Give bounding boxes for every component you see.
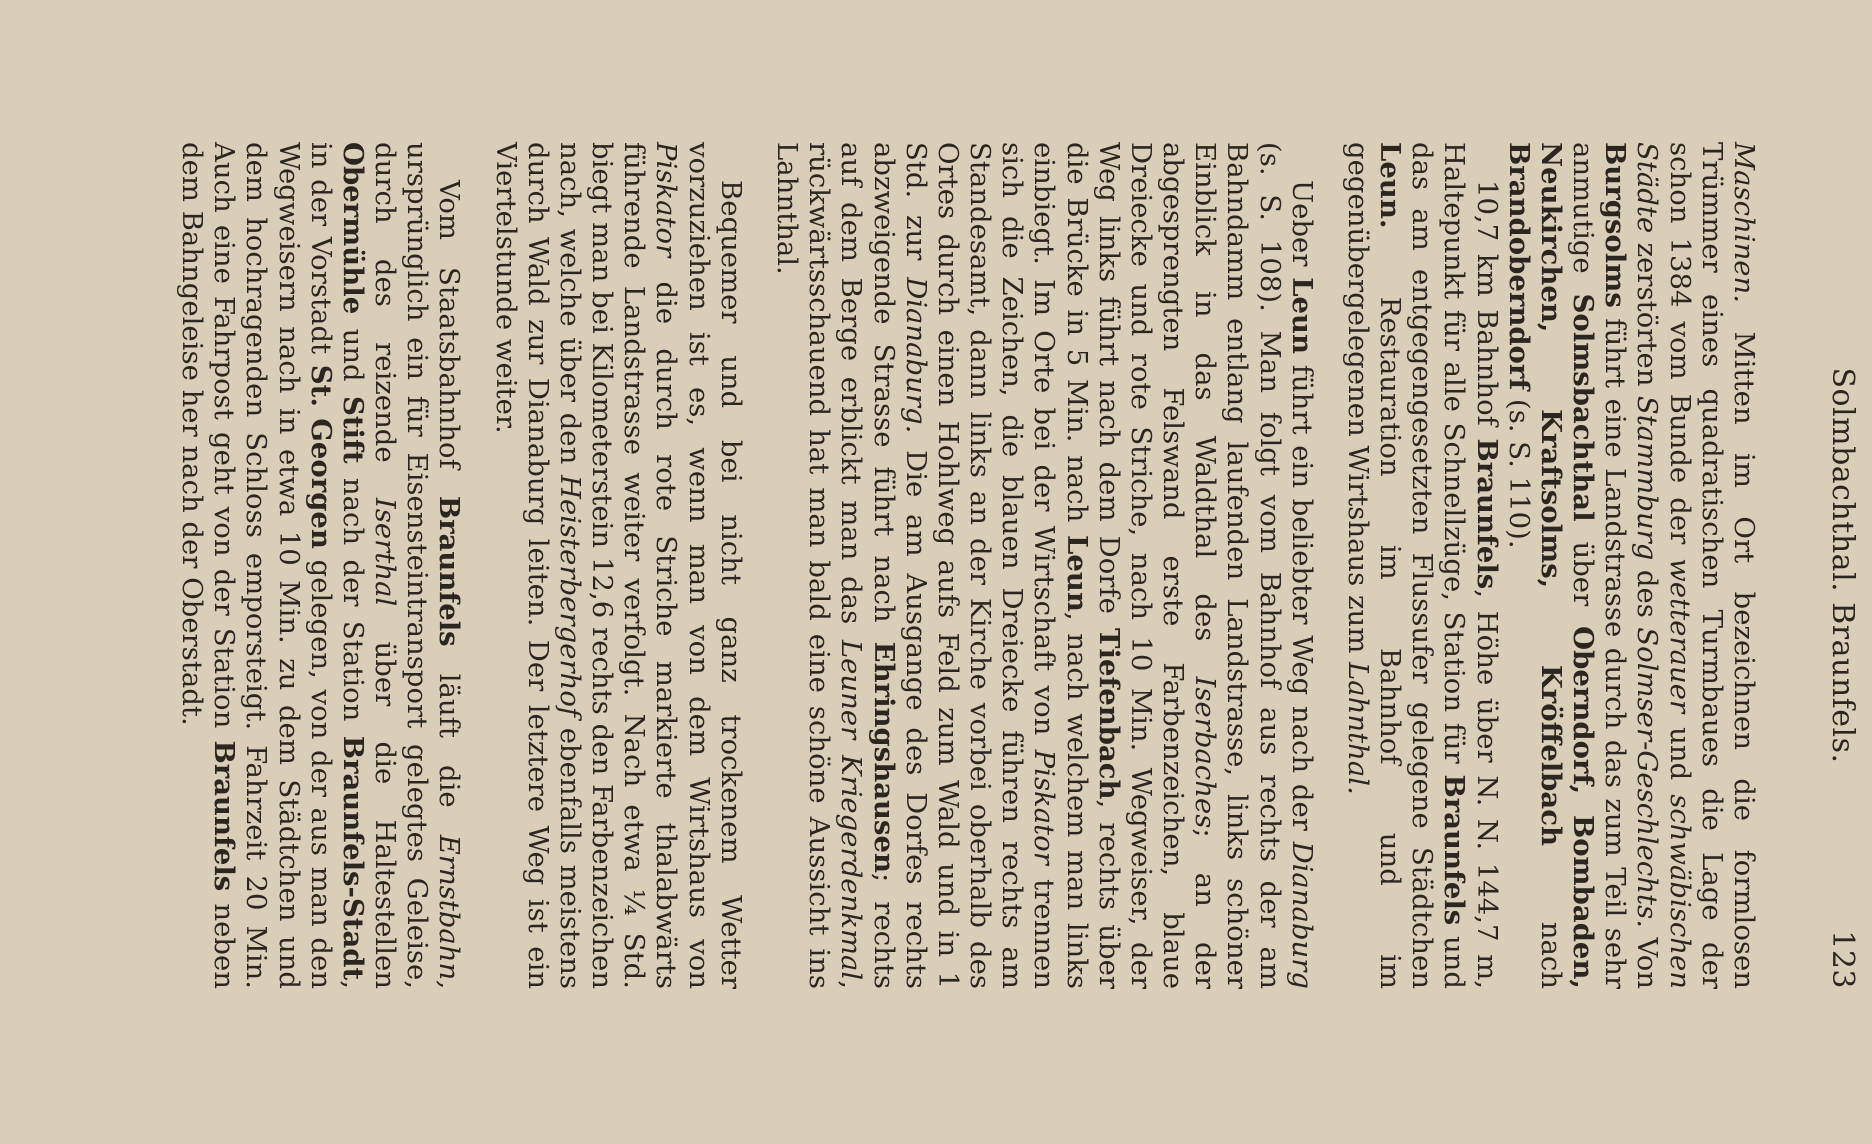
text-run: neben dem Bahngeleise her nach der Oberstadt. — [176, 142, 241, 989]
bold-place-name: Burgsolms — [1599, 142, 1632, 308]
text-run: führt ein beliebter Weg nach der — [1285, 354, 1318, 842]
text-run: , nach welchem man links einbiegt. Im Orte bei der Wirtschaft von — [1028, 142, 1093, 990]
text-run: trennen sich die Zeichen, die blauen Dreiecke führen rechts am Standesamt, dann links an der Kirche vorbei oberhalb des Ortes durch einen Hohlweg aufs Feld zum Wald und in 1 Std. zur — [899, 142, 1061, 989]
text-run: nach — [1534, 845, 1567, 990]
italic-term: Iserbaches — [1189, 676, 1222, 829]
text-run: , rückwärtsschauend hat man bald eine schöne Aussicht ins Lahnthal. — [771, 142, 868, 989]
italic-term: Lahnthal. — [1341, 662, 1374, 795]
text-run: Ueber — [1285, 180, 1318, 278]
text-run: Von — [1631, 927, 1664, 989]
paragraph — [771, 142, 1318, 989]
italic-term: Dianaburg — [1285, 841, 1318, 990]
italic-term: Maschinen. — [1728, 142, 1760, 304]
text-run: und das am entgegengesetzten Flussufer gelegene Städtchen — [1406, 142, 1471, 989]
bold-place-name: St. Georgen — [304, 364, 337, 549]
text-run: , in der Vorstadt — [304, 142, 369, 989]
text-run: des — [1631, 560, 1664, 628]
paragraph — [489, 142, 746, 989]
text-run: ; rechts auf dem Berge erblickt man das — [835, 142, 900, 990]
italic-term: Ernstbahn, — [433, 834, 466, 989]
text-run: Mitten im Ort bezeichnen die formlosen Trümmer eines quadratischen Turmbaues die Lage der schon 1384 vom Bunde der — [1663, 142, 1760, 989]
text-run: Vom Staatsbahnhof — [433, 180, 466, 496]
text-run: und — [336, 314, 369, 396]
page-number: 123 — [1825, 930, 1860, 989]
italic-term: Solmser-Geschlechts. — [1631, 627, 1664, 928]
text-run: Bequemer und bei nicht ganz trockenem Wetter vorzuziehen ist es, wenn man von dem Wirtshaus von — [682, 142, 747, 989]
text-run: und — [1663, 713, 1696, 795]
italic-term: Dianaburg. — [899, 277, 932, 434]
bold-place-name: Solmsbachthal — [1567, 293, 1600, 522]
italic-term: Piskator — [650, 142, 683, 258]
text-run: die durch rote Striche markierte thalabwärts führende Landstrasse weiter verfolgt. Nach etwa ¼ Std. biegt man bei Kilometerstein 12,6 rechts den Farbenzeichen nach, welche über den — [553, 142, 683, 989]
bold-place-name: Braunfels-Stadt — [336, 735, 369, 981]
italic-term: Leuner Kriegerdenkmal — [835, 639, 868, 981]
bold-place-name: Stift — [336, 396, 369, 464]
bold-place-name: Braunfels — [1438, 774, 1471, 926]
text-run: führt eine Landstrasse durch das zum Teil sehr anmutige — [1567, 142, 1632, 989]
italic-term: Iserthal — [369, 497, 402, 607]
text-run: ursprünglich ein für Eisensteintransport gelegtes Geleise, durch des reizende — [369, 142, 434, 989]
text-run: nach der Station — [336, 463, 369, 736]
bold-place-name: Leun. — [1374, 142, 1407, 229]
text-run: , rechts über die Brücke in 5 Min. nach — [1060, 142, 1125, 990]
text-run: läuft die — [433, 646, 466, 835]
bold-place-name: Braunfels — [433, 495, 466, 647]
italic-term: wetterauer — [1663, 558, 1696, 714]
text-run: (s. S. 108). Man folgt vom Bahnhof aus rechts der am Bahndamm entlang laufenden Landstrasse, links schöner Einblick in das Waldthal des — [1189, 142, 1286, 989]
italic-term: Stammburg — [1631, 395, 1664, 561]
text-run: (s. S. 110). — [1502, 390, 1535, 549]
bold-place-name: Oberndorf, Bombaden, Neukirchen, Kraftsolms, Kröffelbach — [1534, 142, 1600, 989]
text-run: 10,7 km Bahnhof — [1470, 180, 1503, 439]
italic-term: Piskator — [1028, 749, 1061, 865]
text-run: über — [1567, 521, 1600, 627]
running-header — [1800, 142, 1860, 989]
bold-place-name: Obermühle — [336, 142, 369, 315]
paragraph — [1503, 142, 1760, 989]
text-run: , Höhe über N. N. 144,7 m, Haltepunkt für alle Schnellzüge, Station für — [1438, 142, 1503, 989]
bold-place-name: Ehringshausen — [867, 641, 900, 874]
bold-place-name: Brandoberndorf — [1502, 142, 1535, 391]
bold-place-name: Leun — [1285, 277, 1318, 355]
bold-place-name: Leun — [1060, 535, 1093, 612]
text-run: ; an der abgesprengten Felswand erste Farbenzeichen, blaue Dreiecke und rote Striche, nach 10 Min. Wegweiser, der Weg links führt nach dem Dorfe — [1092, 142, 1222, 989]
italic-term: schwäbischen Städte — [1631, 142, 1696, 990]
text-run: über die Haltestellen — [369, 606, 402, 989]
bold-place-name: Tiefenbach — [1092, 628, 1125, 800]
bold-place-name: Braunfels — [1470, 438, 1503, 590]
italic-term: Heisterbergerhof — [553, 474, 586, 718]
text-run: Restauration im Bahnhof und im gegenübergelegenen Wirtshaus zum — [1341, 142, 1407, 989]
running-title: Solmbachthal. Braunfels. — [1825, 367, 1860, 764]
text-run: Die am Ausgange des Dorfes rechts abzweigende Strasse führt nach — [867, 142, 932, 989]
text-run: ebenfalls meistens durch Wald zur Dianaburg leiten. Der letztere Weg ist ein Viertelstunde weiter. — [489, 142, 586, 989]
text-run: gelegen, von der aus man den Wegweisern nach in etwa 10 Min. zu dem Städtchen und dem hochragenden Schloss emporsteigt. Fahrzeit 20 Min. Auch eine Fahrpost geht von der Station — [208, 142, 337, 989]
bold-place-name: Braunfels — [208, 740, 241, 892]
paragraph — [1342, 142, 1503, 989]
paragraph — [176, 142, 466, 989]
page-body — [176, 142, 1760, 989]
text-run: zerstörten — [1631, 233, 1664, 396]
